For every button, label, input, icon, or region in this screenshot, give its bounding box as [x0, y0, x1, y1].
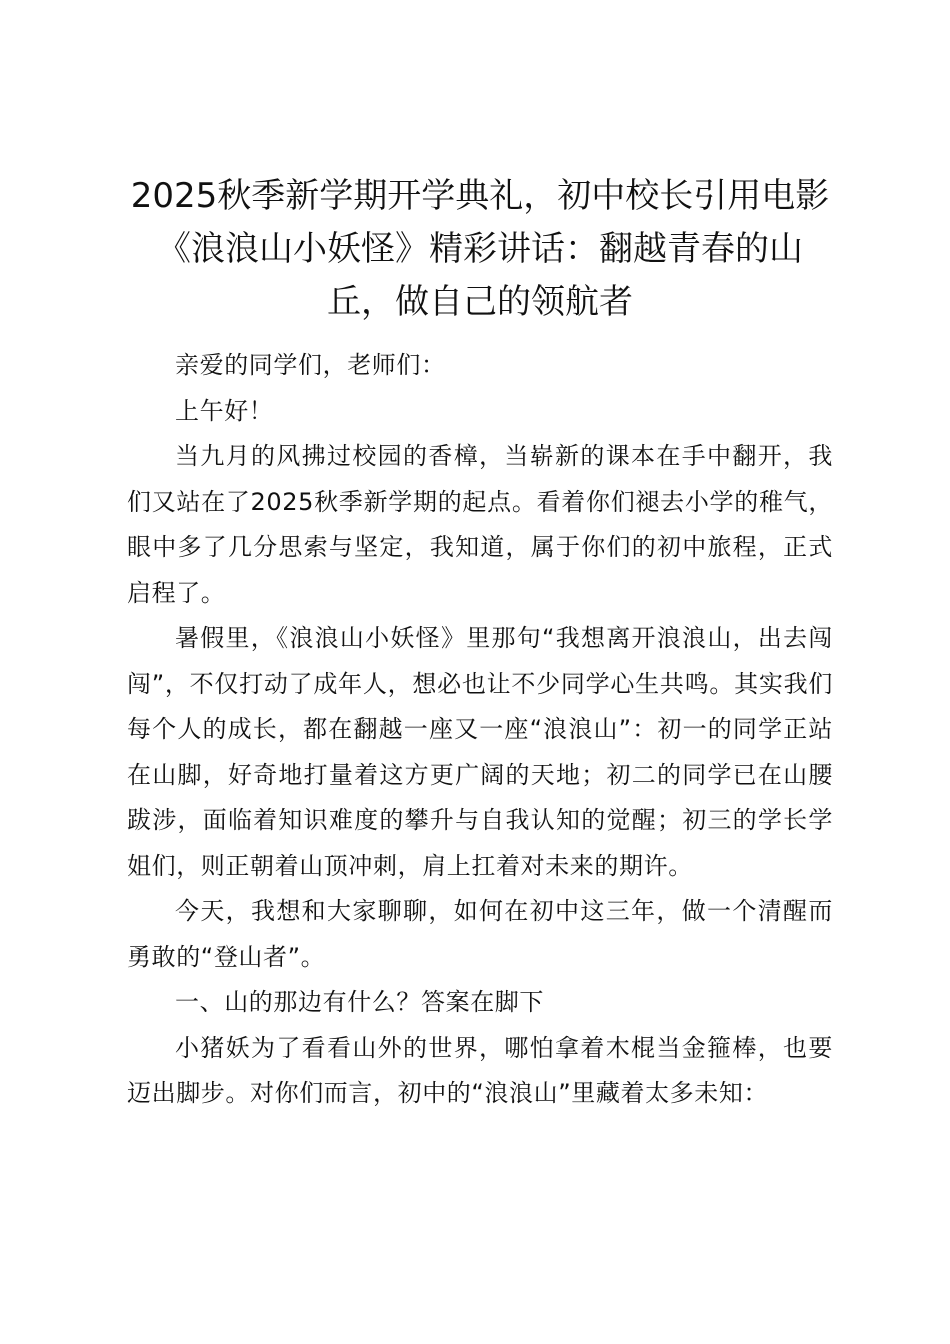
- document-page: [127, 170, 833, 1117]
- paragraph-good-morning: 上午好！: [175, 396, 274, 425]
- paragraph-langlang-mountain: 暑假里，《浪浪山小妖怪》里那句“我想离开浪浪山，出去闯闯”，不仅打动了成年人，想必也让不少同学心生共鸣。其实我们每个人的成长，都在翻越一座又一座“浪浪山”：初一的同学正站在山脚，好奇地打量着这方更广阔的天地；初二的同学已在山腰跋涉，面临着知识难度的攀升与自我认知的觉醒；初三的学长学姐们，则正朝着山顶冲刺，肩上扛着对未来的期许。: [127, 624, 833, 880]
- section-heading-1: 一、山的那边有什么？答案在脚下: [175, 988, 544, 1016]
- document-title: 2025秋季新学期开学典礼，初中校长引用电影《浪浪山小妖怪》精彩讲话：翻越青春的山丘，做自己的领航者: [130, 176, 830, 322]
- paragraph-today: 今天，我想和大家聊聊，如何在初中这三年，做一个清醒而勇敢的“登山者”。: [127, 897, 833, 971]
- paragraph-little-pig: 小猪妖为了看看山外的世界，哪怕拿着木棍当金箍棒，也要迈出脚步。对你们而言，初中的“浪浪山”里藏着太多未知：: [127, 1033, 833, 1107]
- paragraph-greeting: 亲爱的同学们，老师们：: [175, 351, 446, 379]
- paragraph-intro: 当九月的风拂过校园的香樟，当崭新的课本在手中翻开，我们又站在了2025秋季新学期的起点。看着你们褪去小学的稚气，眼中多了几分思索与坚定，我知道，属于你们的初中旅程，正式启程了。: [127, 442, 833, 607]
